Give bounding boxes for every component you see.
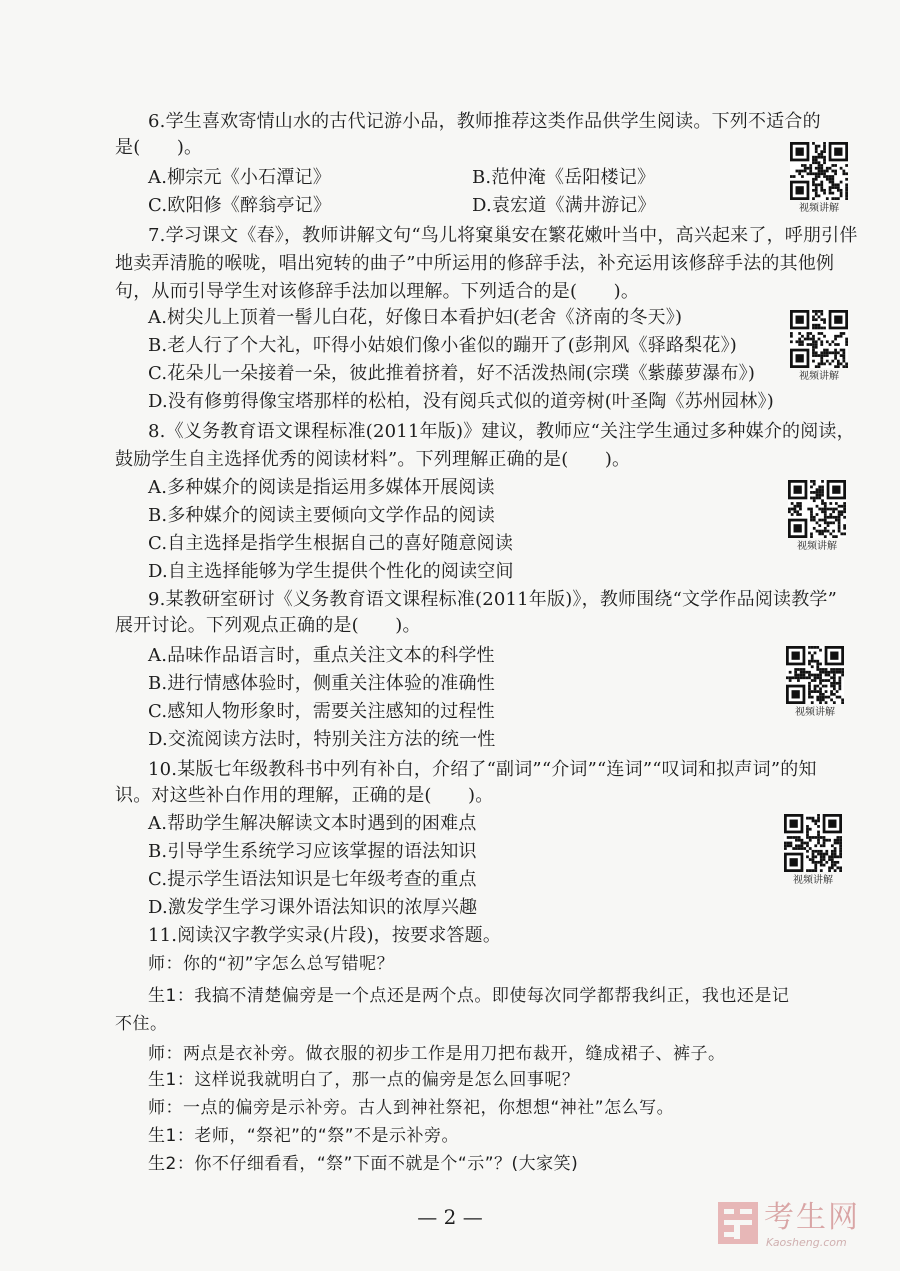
q10-qr-code[interactable] xyxy=(782,814,844,888)
q6-option-c: C.欧阳修《醉翁亭记》 xyxy=(148,195,332,216)
q11-dialogue-2b: 不住。 xyxy=(115,1014,168,1034)
q11-dialogue-1: 师：你的“初”字怎么总写错呢？ xyxy=(148,954,395,974)
q11-dialogue-7: 生2：你不仔细看看，“祭”下面不就是个“示”？(大家笑) xyxy=(148,1154,579,1174)
qr-code-icon xyxy=(786,646,844,704)
q7-option-b: B.老人行了个大礼，吓得小姑娘们像小雀似的蹦开了(彭荆风《驿路梨花》) xyxy=(148,335,737,356)
q7-option-c: C.花朵儿一朵接着一朵，彼此推着挤着，好不活泼热闹(宗璞《紫藤萝瀑布》) xyxy=(148,363,756,384)
qr-code-icon xyxy=(790,142,848,200)
q8-stem-line1: 8.《义务教育语文课程标准(2011年版)》建议，教师应“关注学生通过多种媒介的阅读， xyxy=(148,421,855,442)
qr-code-icon xyxy=(788,480,846,538)
q6-option-a: A.柳宗元《小石潭记》 xyxy=(148,167,331,188)
qr-caption: 视频讲解 xyxy=(797,541,837,552)
q9-stem-line1: 9.某教研室研讨《义务教育语文课程标准(2011年版)》，教师围绕“文学作品阅读教学” xyxy=(148,589,838,610)
kaosheng-logo-icon xyxy=(716,1200,760,1246)
page-number: — 2 — xyxy=(417,1205,483,1229)
q10-option-b: B.引导学生系统学习应该掌握的语法知识 xyxy=(148,841,477,862)
q9-option-b: B.进行情感体验时，侧重关注体验的准确性 xyxy=(148,673,495,694)
q6-option-b: B.范仲淹《岳阳楼记》 xyxy=(472,167,656,188)
q10-option-c: C.提示学生语法知识是七年级考查的重点 xyxy=(148,869,477,890)
q6-qr-code[interactable] xyxy=(788,142,850,216)
q10-option-a: A.帮助学生解决解读文本时遇到的困难点 xyxy=(148,813,477,834)
q7-option-a: A.树尖儿上顶着一髻儿白花，好像日本看护妇(老舍《济南的冬天》) xyxy=(148,307,683,328)
q6-stem-line1: 6.学生喜欢寄情山水的古代记游小品，教师推荐这类作品供学生阅读。下列不适合的 xyxy=(148,111,821,132)
qr-caption: 视频讲解 xyxy=(799,203,839,214)
q11-dialogue-6: 生1：老师，“祭祀”的“祭”不是示补旁。 xyxy=(148,1126,460,1146)
q11-stem: 11.阅读汉字教学实录(片段)，按要求答题。 xyxy=(148,925,502,946)
watermark-name: 考生网 xyxy=(764,1200,860,1235)
q6-option-d: D.袁宏道《满井游记》 xyxy=(472,195,656,216)
q7-stem-line2: 地卖弄清脆的喉咙，唱出宛转的曲子”中所运用的修辞手法，补充运用该修辞手法的其他例 xyxy=(115,253,835,274)
q9-option-a: A.品味作品语言时，重点关注文本的科学性 xyxy=(148,645,495,666)
q11-dialogue-5: 师：一点的偏旁是示补旁。古人到神社祭祀，你想想“神社”怎么写。 xyxy=(148,1098,675,1118)
q9-option-d: D.交流阅读方法时，特别关注方法的统一性 xyxy=(148,729,496,750)
q8-option-b: B.多种媒介的阅读主要倾向文学作品的阅读 xyxy=(148,505,495,526)
q7-stem-line1: 7.学习课文《春》，教师讲解文句“鸟儿将窠巢安在繁花嫩叶当中，高兴起来了，呼朋引伴 xyxy=(148,225,858,246)
watermark-url: Kaosheng.com xyxy=(766,1236,847,1249)
q8-stem-line2: 鼓励学生自主选择优秀的阅读材料”。下列理解正确的是( )。 xyxy=(115,449,631,470)
qr-caption: 视频讲解 xyxy=(799,371,839,382)
q10-option-d: D.激发学生学习课外语法知识的浓厚兴趣 xyxy=(148,897,478,918)
qr-code-icon xyxy=(790,310,848,368)
qr-caption: 视频讲解 xyxy=(795,707,835,718)
qr-caption: 视频讲解 xyxy=(793,875,833,886)
q10-stem-line1: 10.某版七年级教科书中列有补白，介绍了“副词”“介词”“连词”“叹词和拟声词”的知 xyxy=(148,759,817,780)
q7-qr-code[interactable] xyxy=(788,310,850,384)
q9-stem-line2: 展开讨论。下列观点正确的是( )。 xyxy=(115,615,421,636)
watermark xyxy=(716,1198,896,1258)
q11-dialogue-2a: 生1：我搞不清楚偏旁是一个点还是两个点。即使每次同学都帮我纠正，我也还是记 xyxy=(148,986,790,1006)
qr-code-icon xyxy=(784,814,842,872)
q9-qr-code[interactable] xyxy=(784,646,846,720)
q11-dialogue-3: 师：两点是衣补旁。做衣服的初步工作是用刀把布裁开，缝成裙子、裤子。 xyxy=(148,1044,726,1064)
q7-option-d: D.没有修剪得像宝塔那样的松柏，没有阅兵式似的道旁树(叶圣陶《苏州园林》) xyxy=(148,391,774,412)
q6-stem-line2: 是( )。 xyxy=(115,137,203,158)
q8-option-d: D.自主选择能够为学生提供个性化的阅读空间 xyxy=(148,561,514,582)
q10-stem-line2: 识。对这些补白作用的理解，正确的是( )。 xyxy=(115,785,494,806)
q8-qr-code[interactable] xyxy=(786,480,848,554)
q8-option-a: A.多种媒介的阅读是指运用多媒体开展阅读 xyxy=(148,477,495,498)
q8-option-c: C.自主选择是指学生根据自己的喜好随意阅读 xyxy=(148,533,514,554)
q11-dialogue-4: 生1：这样说我就明白了，那一点的偏旁是怎么回事呢？ xyxy=(148,1070,580,1090)
q9-option-c: C.感知人物形象时，需要关注感知的过程性 xyxy=(148,701,495,722)
q7-stem-line3: 句，从而引导学生对该修辞手法加以理解。下列适合的是( )。 xyxy=(115,281,640,302)
